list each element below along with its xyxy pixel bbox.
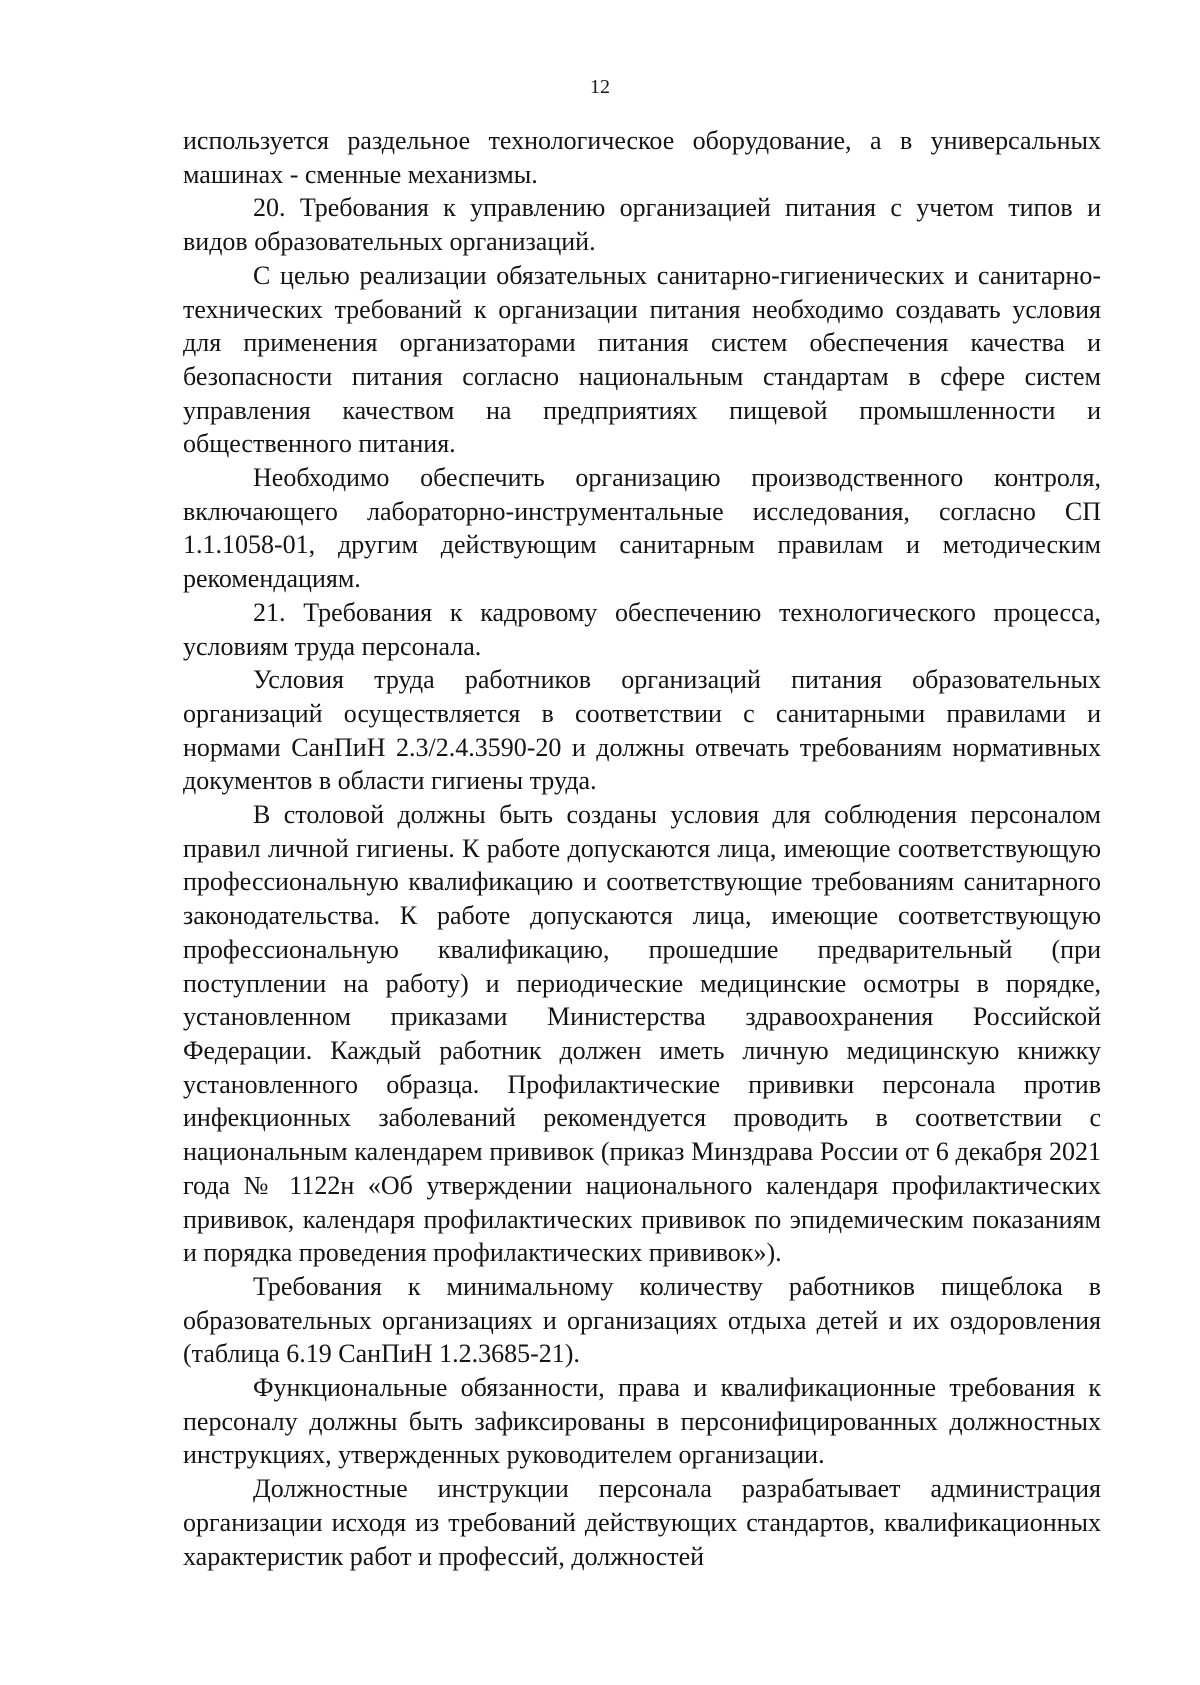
paragraph-section-20-heading: 20. Требования к управлению организацией питания с учетом типов и видов образовательных организаций. bbox=[183, 193, 1101, 257]
paragraph-section-21-heading: 21. Требования к кадровому обеспечению технологического процесса, условиям труда персонала. bbox=[183, 597, 1101, 661]
paragraph-production-control: Необходимо обеспечить организацию производственного контроля, включающего лабораторно-инструментальные исследования, согласно СП 1.1.1058-01, другим действующим санитарным правилам и методическим рекомендациям. bbox=[183, 463, 1101, 594]
paragraph-personal-hygiene: В столовой должны быть созданы условия для соблюдения персоналом правил личной гигиены. К работе допускаются лица, имеющие соответствующую профессиональную квалификацию и соответствующие требованиям санитарного законодательства. К работе допускаются лица, имеющие соответствующую профессиональную квалификацию, прошедшие предварительный (при поступлении на работу) и периодические медицинские осмотры в порядке, установленном приказами Министерства здравоохранения Российской Федерации. Каждый работник должен иметь личную медицинскую книжку установленного образца. Профилактические прививки персонала против инфекционных заболеваний рекомендуется проводить в соответствии с национальным календарем прививок (приказ Минздрава России от 6 декабря 2021 года № 1122н «Об утверждении национального календаря профилактических прививок, календаря профилактических прививок по эпидемическим показаниям и порядка проведения профилактических прививок»). bbox=[183, 800, 1101, 1268]
paragraph-working-conditions: Условия труда работников организаций питания образовательных организаций осуществляется в соответствии с санитарными правилами и нормами СанПиН 2.3/2.4.3590-20 и должны отвечать требованиям нормативных документов в области гигиены труда. bbox=[183, 665, 1101, 796]
document-body bbox=[183, 124, 1101, 1573]
page-number: 12 bbox=[590, 76, 610, 98]
paragraph-functional-duties: Функциональные обязанности, права и квалификационные требования к персоналу должны быть зафиксированы в персонифицированных должностных инструкциях, утвержденных руководителем организации. bbox=[183, 1373, 1101, 1470]
paragraph-job-instructions: Должностные инструкции персонала разрабатывает администрация организации исходя из требований действующих стандартов, квалификационных характеристик работ и профессий, должностей bbox=[183, 1474, 1101, 1571]
paragraph-quality-systems: С целью реализации обязательных санитарно-гигиенических и санитарно-технических требований к организации питания необходимо создавать условия для применения организаторами питания систем обеспечения качества и безопасности питания согласно национальным стандартам в сфере систем управления качеством на предприятиях пищевой промышленности и общественного питания. bbox=[183, 260, 1101, 459]
paragraph-staff-minimum: Требования к минимальному количеству работников пищеблока в образовательных организациях и организациях отдыха детей и их оздоровления (таблица 6.19 СанПиН 1.2.3685-21). bbox=[183, 1271, 1101, 1369]
paragraph-continuation: используется раздельное технологическое оборудование, а в универсальных машинах - сменные механизмы. bbox=[183, 126, 1101, 189]
